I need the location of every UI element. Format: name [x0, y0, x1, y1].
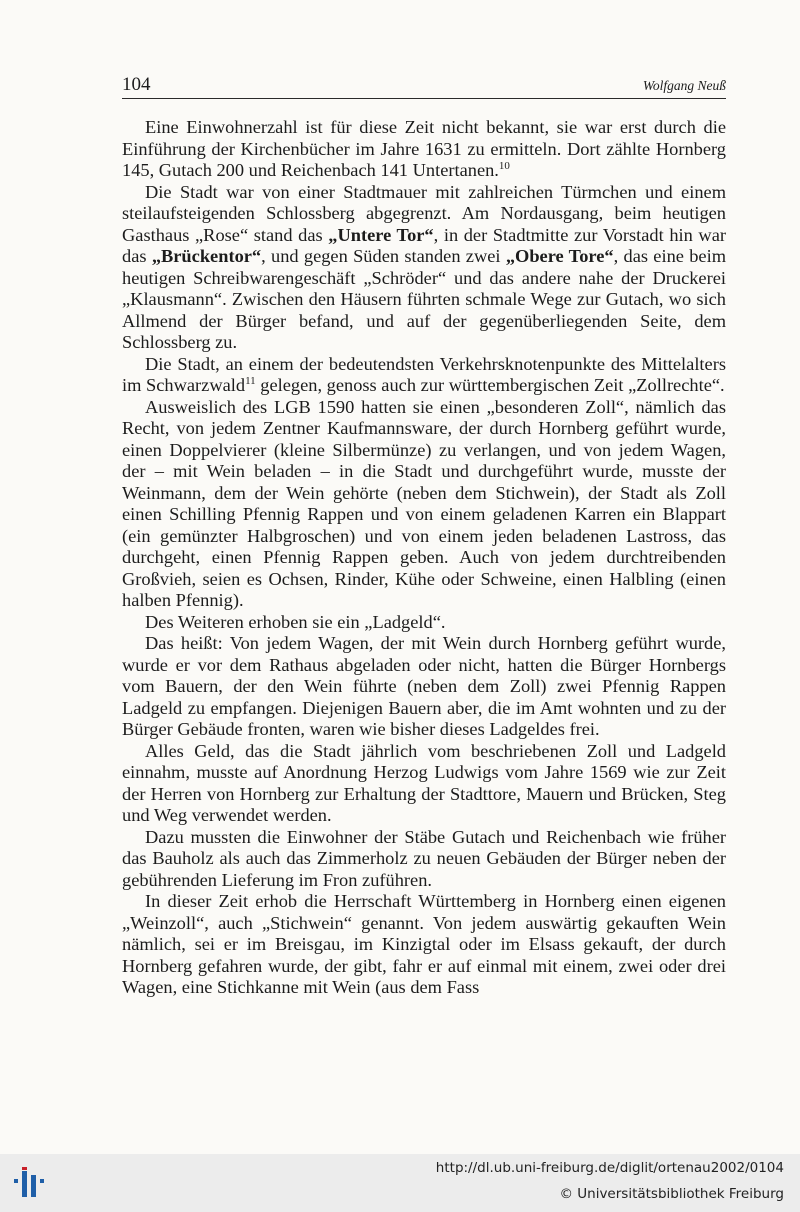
digital-copy-link[interactable]: http://dl.ub.uni-freiburg.de/diglit/ortenau2002/0104	[435, 1160, 784, 1176]
paragraph-3	[122, 354, 726, 397]
paragraph-2-text-c: , und gegen Süden standen zwei	[261, 246, 506, 266]
paragraph-2	[122, 182, 726, 354]
page-number: 104	[122, 74, 151, 95]
paragraph-2-text-a: Die Stadt war von einer Stadtmauer mit zahlreichen Türmchen und einem steilaufsteigenden Schlossberg abgegrenzt. Am Nordausgang, beim heutigen Gasthaus „Rose“ stand das	[122, 181, 726, 245]
footnote-ref-10: 10	[498, 160, 510, 172]
bold-untere-tor: „Untere Tor“	[328, 224, 434, 245]
paragraph-9: In dieser Zeit erhob die Herrschaft Württemberg in Hornberg einen eigenen „Weinzoll“, auch „Stichwein“ genannt. Von jedem auswärtig gekauften Wein nämlich, sei er im Breisgau, im Kinzigtal oder im Elsass gekauft, der durch Hornberg gefahren wurde, der gibt, fahr er auf einmal mit einem, zwei oder drei Wagen, eine Stichkanne mit Wein (aus dem Fass	[122, 891, 726, 997]
paragraph-3-text-a: Die Stadt, an einem der bedeutendsten Verkehrsknotenpunkte des Mittelalters im Schwarzwald	[122, 353, 726, 395]
library-logo-icon	[10, 1165, 50, 1201]
viewer-footer	[0, 1154, 800, 1212]
paragraph-8: Dazu mussten die Einwohner der Stäbe Gutach und Reichenbach wie früher das Bauholz als auch das Zimmerholz zu neuen Gebäuden der Bürger neben der gebührenden Lieferung im Fron zuführen.	[122, 826, 726, 890]
bold-brueckentor: „Brückentor“	[151, 246, 262, 266]
copyright-notice: © Universitätsbibliothek Freiburg	[559, 1186, 784, 1202]
paragraph-3-text-b: gelegen, genoss auch zur württembergischen Zeit „Zollrechte“.	[255, 375, 725, 395]
paragraph-6: Das heißt: Von jedem Wagen, der mit Wein durch Hornberg geführt wurde, wurde er vor dem Rathaus abgeladen oder nicht, hatten die Bürger Hornbergs vom Bauern, der den Wein führte (neben dem Zoll) zwei Pfennig Rappen Ladgeld zu empfangen. Diejenigen Bauern aber, die im Amt wohnten und zu der Bürger Gebäude fronten, waren wie bisher dieses Ladgeldes frei.	[122, 633, 726, 739]
paragraph-2-text-d: , das eine beim heutigen Schreibwarengeschäft „Schröder“ und das andere nahe der Druckerei „Klausmann“. Zwischen den Häusern führten schmale Wege zur Gutach, wo sich Allmend der Bürger befand, und auf der gegenüberliegenden Seite, dem Schlossberg zu.	[122, 246, 726, 352]
page-header	[122, 74, 726, 99]
body-text	[122, 117, 726, 999]
paragraph-2-text-b: , in der Stadtmitte zur Vorstadt hin war das	[122, 224, 726, 266]
footnote-ref-11: 11	[245, 375, 256, 387]
paragraph-7: Alles Geld, das die Stadt jährlich vom beschriebenen Zoll und Ladgeld einnahm, musste auf Anordnung Herzog Ludwigs vom Jahre 1569 wie zur Zeit der Herren von Hornberg zur Erhaltung der Stadttore, Mauern und Brücken, Steg und Weg verwendet werden.	[122, 740, 726, 825]
running-head-author: Wolfgang Neuß	[642, 78, 726, 93]
paragraph-5: Des Weiteren erhoben sie ein „Ladgeld“.	[145, 611, 446, 632]
paragraph-4: Ausweislich des LGB 1590 hatten sie einen „besonderen Zoll“, nämlich das Recht, von jedem Zentner Kaufmannsware, der durch Hornberg geführt wurde, einen Doppelvierer (kleine Silbermünze) zu verlangen, und von jedem Wagen, der – mit Wein beladen – in die Stadt und durchgeführt wurde, musste der Weinmann, dem der Wein gehörte (neben dem Stichwein), der Stadt als Zoll einen Schilling Pfennig Rappen und von einem geladenen Karren ein Blappart (ein gemünzter Halbgroschen) und von einem jeden beladenen Lastross, das durchgeht, einen Pfennig Rappen geben. Auch von jedem durchtreibenden Großvieh, seien es Ochsen, Rinder, Kühe oder Schweine, einen Halbling (einen halben Pfennig).	[122, 396, 726, 610]
paragraph-1	[122, 117, 726, 182]
bold-obere-tore: „Obere Tore“	[505, 246, 614, 266]
paragraph-1-text: Eine Einwohnerzahl ist für diese Zeit nicht bekannt, sie war erst durch die Einführung der Kirchenbücher im Jahre 1631 zu ermitteln. Dort zählte Hornberg 145, Gutach 200 und Reichenbach 141 Untertanen.	[122, 117, 726, 180]
